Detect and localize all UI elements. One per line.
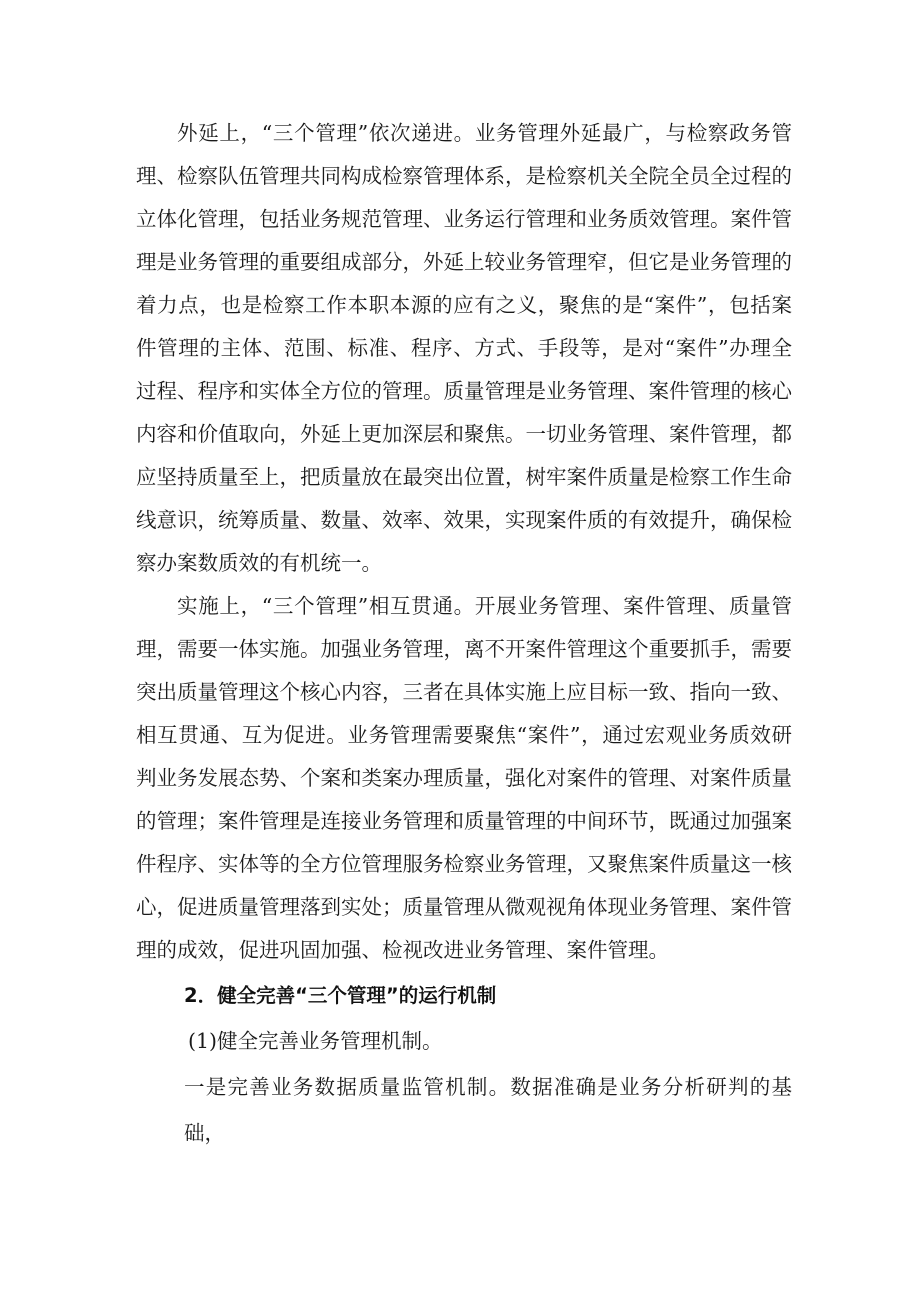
document-body (136, 112, 792, 1156)
paragraph-data-quality: 一是完善业务数据质量监管机制。数据准确是业务分析研判的基础， (184, 1075, 792, 1145)
paragraph-implementation: 实施上，“三个管理”相互贯通。开展业务管理、案件管理、质量管理，需要一体实施。加强业务管理，离不开案件管理这个重要抓手，需要突出质量管理这个核心内容，三者在具体实施上应目标一致、指向一致、相互贯通、互为促进。业务管理需要聚焦“案件”，通过宏观业务质效研判业务发展态势、个案和类案办理质量，强化对案件的管理、对案件质量的管理；案件管理是连接业务管理和质量管理的中间环节，既通过加强案件程序、实体等的全方位管理服务检察业务管理，又聚焦案件质量这一核心，促进质量管理落到实处；质量管理从微观视角体现业务管理、案件管理的成效，促进巩固加强、检视改进业务管理、案件管理。 (136, 594, 792, 962)
section-heading: 2．健全完善“三个管理”的运行机制 (184, 984, 497, 1007)
subsection-heading: (1)健全完善业务管理机制。 (188, 1029, 443, 1053)
paragraph-extension: 外延上，“三个管理”依次递进。业务管理外延最广，与检察政务管理、检察队伍管理共同构成检察管理体系，是检察机关全院全员全过程的立体化管理，包括业务规范管理、业务运行管理和业务质效管理。案件管理是业务管理的重要组成部分，外延上较业务管理窄，但它是业务管理的着力点，也是检察工作本职本源的应有之义，聚焦的是“案件”，包括案件管理的主体、范围、标准、程序、方式、手段等，是对“案件”办理全过程、程序和实体全方位的管理。质量管理是业务管理、案件管理的核心内容和价值取向，外延上更加深层和聚焦。一切业务管理、案件管理，都应坚持质量至上，把质量放在最突出位置，树牢案件质量是检察工作生命线意识，统筹质量、数量、效率、效果，实现案件质的有效提升，确保检察办案数质效的有机统一。 (136, 121, 792, 575)
